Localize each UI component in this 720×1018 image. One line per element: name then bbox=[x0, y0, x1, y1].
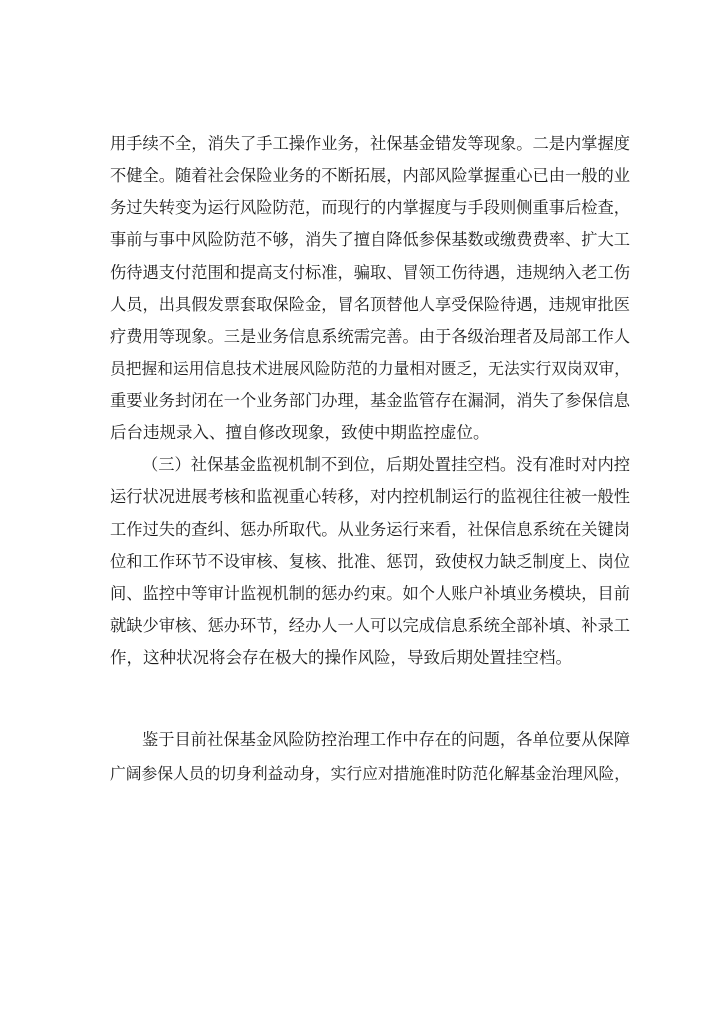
text-line: 员把握和运用信息技术进展风险防范的力量相对匮乏，无法实行双岗双审， bbox=[110, 359, 630, 378]
text-line: 广阔参保人员的切身利益动身，实行应对措施准时防范化解基金治理风险， bbox=[110, 764, 630, 783]
text-line: 不健全。随着社会保险业务的不断拓展，内部风险掌握重心已由一般的业 bbox=[110, 166, 630, 185]
text-line: 运行状况进展考核和监视重心转移，对内控机制运行的监视往往被一般性 bbox=[110, 487, 630, 506]
text-line: 鉴于目前社保基金风险防控治理工作中存在的问题，各单位要从保障 bbox=[142, 730, 630, 749]
text-line: 工作过失的查纠、惩办所取代。从业务运行来看，社保信息系统在关键岗 bbox=[110, 520, 630, 539]
text-line: 位和工作环节不设审核、复核、批准、惩罚，致使权力缺乏制度上、岗位 bbox=[110, 552, 630, 571]
text-line: 人员，出具假发票套取保险金，冒名顶替他人享受保险待遇，违规审批医 bbox=[110, 295, 630, 314]
text-line: 疗费用等现象。三是业务信息系统需完善。由于各级治理者及局部工作人 bbox=[110, 327, 630, 346]
text-line: 作，这种状况将会存在极大的操作风险，导致后期处置挂空档。 bbox=[110, 648, 572, 667]
text-line: 事前与事中风险防范不够，消失了擅自降低参保基数或缴费费率、扩大工 bbox=[110, 230, 630, 249]
text-line: 用手续不全，消失了手工操作业务，社保基金错发等现象。二是内掌握度 bbox=[110, 134, 630, 153]
text-line: 伤待遇支付范围和提高支付标准，骗取、冒领工伤待遇，违规纳入老工伤 bbox=[110, 263, 630, 282]
text-line: 就缺少审核、惩办环节，经办人一人可以完成信息系统全部补填、补录工 bbox=[110, 616, 630, 635]
text-line: 重要业务封闭在一个业务部门办理，基金监管存在漏洞，消失了参保信息 bbox=[110, 391, 630, 410]
text-line: 间、监控中等审计监视机制的惩办约束。如个人账户补填业务模块，目前 bbox=[110, 584, 630, 603]
text-line: 务过失转变为运行风险防范，而现行的内掌握度与手段则侧重事后检查， bbox=[110, 198, 630, 217]
text-line: 后台违规录入、擅自修改现象，致使中期监控虚位。 bbox=[110, 423, 490, 442]
text-line: （三）社保基金监视机制不到位，后期处置挂空档。没有准时对内控 bbox=[142, 455, 630, 474]
